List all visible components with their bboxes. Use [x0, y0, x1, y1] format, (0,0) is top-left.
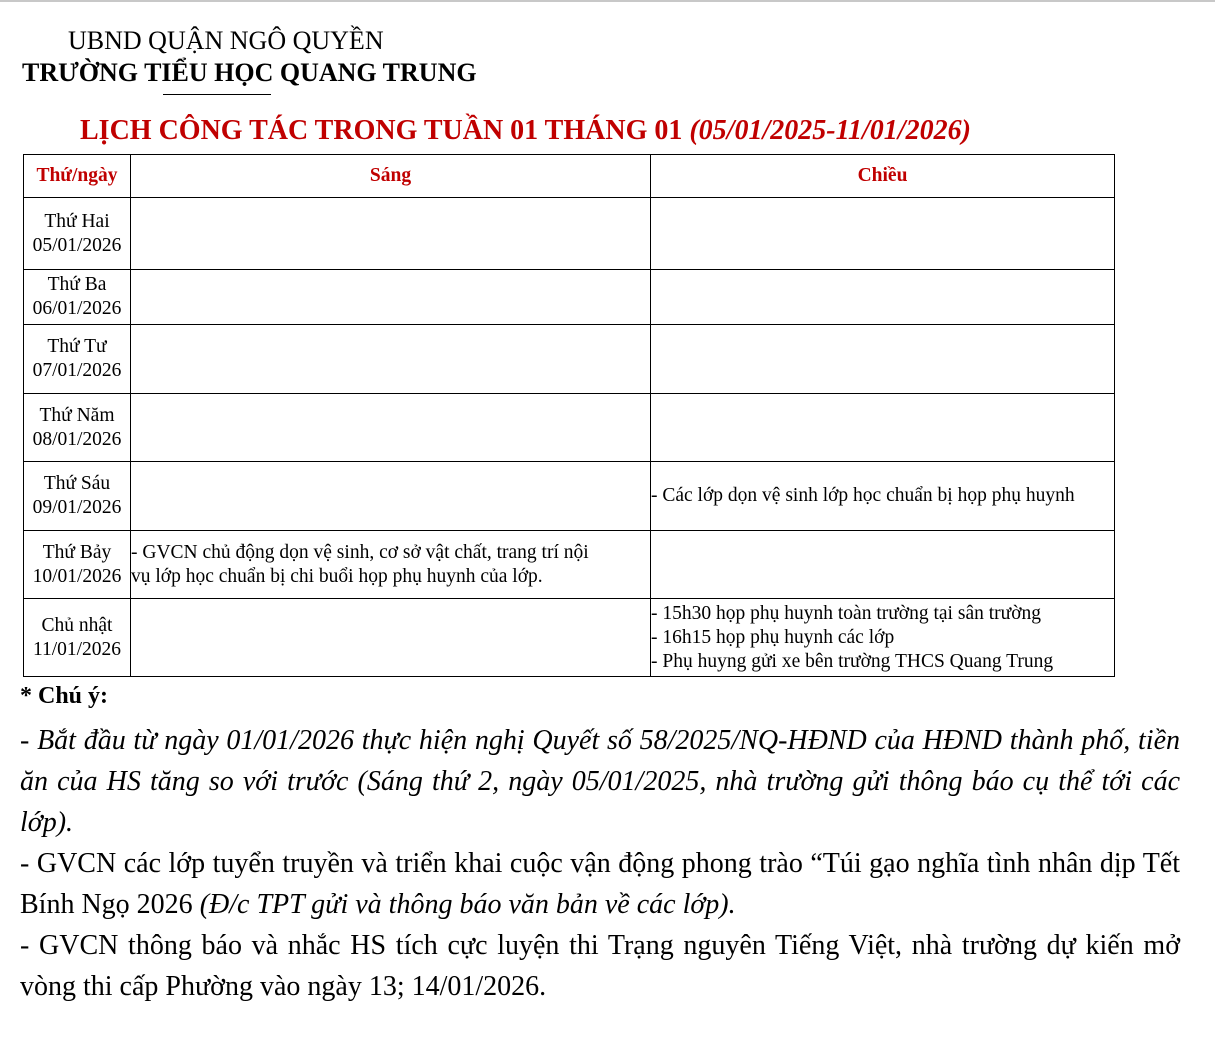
day-date: 11/01/2026 [32, 638, 122, 660]
afternoon-cell [651, 198, 1115, 270]
notes-section [20, 684, 1180, 1007]
morning-cell [131, 270, 651, 325]
table-row [24, 198, 1115, 270]
note-item-text: - GVCN các lớp tuyển truyền và triển khai cuộc vận động phong trào “Túi gạo nghĩa tình nhân dịp Tết Bính Ngọ 2026 [20, 848, 1180, 920]
day-date: 06/01/2026 [32, 298, 122, 319]
table-row [24, 270, 1115, 325]
note-item [20, 720, 1180, 843]
morning-cell [131, 599, 651, 677]
district-name: UBND QUẬN NGÔ QUYỀN [68, 26, 384, 55]
day-date: 05/01/2026 [32, 234, 122, 256]
table-row [24, 462, 1115, 531]
day-cell [24, 394, 131, 462]
table-row [24, 599, 1115, 677]
note-item [20, 925, 1180, 1007]
morning-cell [131, 325, 651, 394]
note-item-italic: (Đ/c TPT gửi và thông báo văn bản về các lớp). [199, 889, 736, 920]
afternoon-cell [651, 270, 1115, 325]
day-name: Thứ Sáu [43, 473, 111, 494]
header-morning: Sáng [131, 155, 651, 198]
table-row [24, 531, 1115, 599]
day-cell [24, 325, 131, 394]
day-name: Thứ Hai [44, 210, 110, 232]
day-date: 07/01/2026 [32, 360, 122, 381]
afternoon-line: - Các lớp dọn vệ sinh lớp học chuẩn bị họp phụ huynh [651, 485, 1075, 506]
title-main: LỊCH CÔNG TÁC TRONG TUẦN 01 THÁNG 01 [80, 115, 690, 146]
table-row [24, 394, 1115, 462]
afternoon-cell [651, 394, 1115, 462]
title-dates: (05/01/2025-11/01/2026) [689, 115, 971, 146]
afternoon-line: - 15h30 họp phụ huynh toàn trường tại sân trường [651, 602, 1042, 624]
day-name: Thứ Bảy [42, 541, 112, 563]
notes-heading: * Chú ý: [20, 683, 109, 709]
table-row [24, 325, 1115, 394]
day-date: 09/01/2026 [32, 497, 122, 518]
header-day: Thứ/ngày [24, 155, 131, 198]
top-border [0, 0, 1215, 2]
day-name: Thứ Tư [47, 336, 107, 357]
school-name: TRƯỜNG TIỂU HỌC QUANG TRUNG [22, 58, 477, 87]
day-cell [24, 198, 131, 270]
schedule-title [80, 115, 971, 147]
note-item [20, 843, 1180, 925]
day-cell [24, 599, 131, 677]
afternoon-cell [651, 325, 1115, 394]
morning-cell [131, 531, 651, 599]
afternoon-cell [651, 599, 1115, 677]
day-date: 08/01/2026 [32, 428, 122, 450]
day-cell [24, 270, 131, 325]
morning-cell [131, 394, 651, 462]
header-afternoon: Chiều [651, 155, 1115, 198]
day-cell [24, 531, 131, 599]
day-name: Thứ Ba [47, 274, 107, 295]
schedule-table [23, 154, 1115, 677]
header-underline [163, 94, 271, 95]
note-item-text: - GVCN thông báo và nhắc HS tích cực luyện thi Trạng nguyên Tiếng Việt, nhà trường dự kiến mở vòng thi cấp Phường vào ngày 13; 14/01/2026. [20, 930, 1180, 1002]
day-cell [24, 462, 131, 531]
day-date: 10/01/2026 [32, 565, 122, 587]
day-name: Thứ Năm [39, 404, 115, 426]
afternoon-line: - 16h15 họp phụ huynh các lớp [651, 626, 895, 648]
day-name: Chủ nhật [41, 614, 113, 636]
morning-cell [131, 198, 651, 270]
afternoon-cell [651, 531, 1115, 599]
table-header-row [24, 155, 1115, 198]
morning-line: - GVCN chủ động dọn vệ sinh, cơ sở vật chất, trang trí nội [131, 541, 589, 563]
morning-cell [131, 462, 651, 531]
afternoon-cell [651, 462, 1115, 531]
morning-line: vụ lớp học chuẩn bị chi buổi họp phụ huynh của lớp. [131, 565, 543, 587]
afternoon-line: - Phụ huyng gửi xe bên trường THCS Quang Trung [651, 650, 1054, 672]
note-item-text: - Bắt đầu từ ngày 01/01/2026 thực hiện nghị Quyết số 58/2025/NQ-HĐND của HĐND thành phố, tiền ăn của HS tăng so với trước (Sáng thứ 2, ngày 05/01/2025, nhà trường gửi thông báo cụ thể tới các lớp). [20, 725, 1180, 838]
